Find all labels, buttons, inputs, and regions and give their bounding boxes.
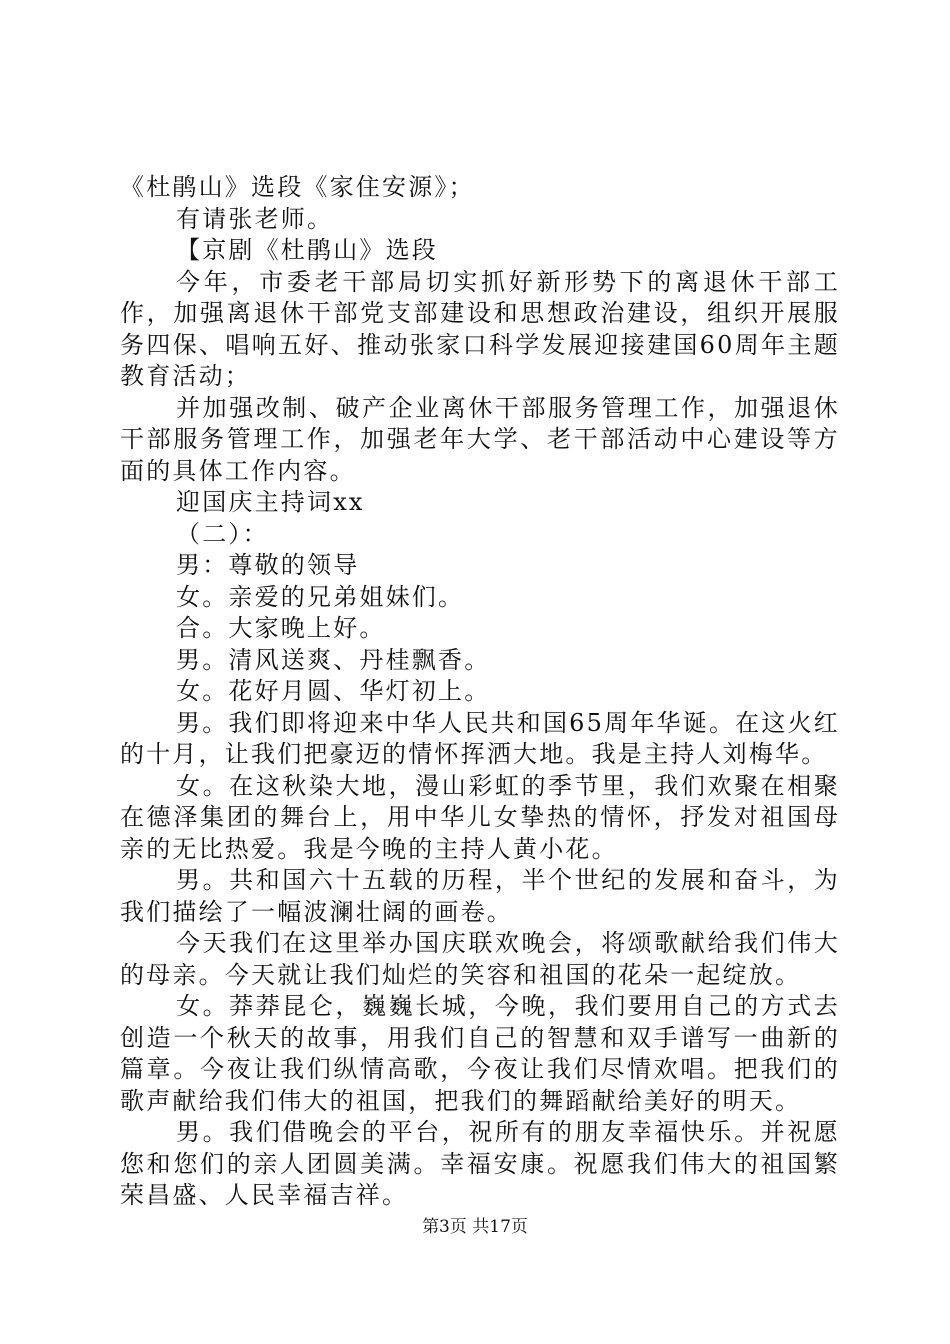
- page-footer: [0, 1212, 950, 1237]
- paragraph: 女。花好月圆、华灯初上。: [176, 677, 491, 705]
- paragraph: 今年，市委老干部局切实抓好新形势下的离退休干部工作，加强离退休干部党支部建设和思想政治建设，组织开展服务四保、唱响五好、推动张家口科学发展迎接建国60周年主题教育活动；: [120, 267, 840, 390]
- paragraph: 男。我们借晚会的平台，祝所有的朋友幸福快乐。并祝愿您和您们的亲人团圆美满。幸福安康。祝愿我们伟大的祖国繁荣昌盛、人民幸福吉祥。: [120, 1118, 840, 1209]
- paragraph: 男。共和国六十五载的历程，半个世纪的发展和奋斗，为我们描绘了一幅波澜壮阔的画卷。: [120, 866, 840, 926]
- paragraph: 有请张老师。: [176, 204, 334, 233]
- paragraph: 迎国庆主持词xx: [176, 488, 365, 516]
- paragraph: 《杜鹃山》选段《家住安源》；: [120, 173, 475, 201]
- paragraph: （二）：: [176, 519, 269, 548]
- page-number-label: 第3页 共17页: [422, 1217, 528, 1237]
- paragraph: 并加强改制、破产企业离休干部服务管理工作，加强退休干部服务管理工作，加强老年大学、老干部活动中心建设等方面的具体工作内容。: [120, 393, 840, 485]
- paragraph: 女。亲爱的兄弟姐妹们。: [176, 582, 465, 611]
- paragraph: 男：尊敬的领导: [176, 551, 360, 579]
- paragraph: 女。在这秋染大地，漫山彩虹的季节里，我们欢聚在相聚在德泽集团的舞台上，用中华儿女挚热的情怀，抒发对祖国母亲的无比热爱。我是今晚的主持人黄小花。: [120, 771, 840, 863]
- paragraph: 今天我们在这里举办国庆联欢晚会，将颂歌献给我们伟大的母亲。今天就让我们灿烂的笑容和祖国的花朵一起绽放。: [120, 929, 840, 989]
- paragraph: 女。莽莽昆仑，巍巍长城，今晚，我们要用自己的方式去创造一个秋天的故事，用我们自己的智慧和双手谱写一曲新的篇章。今夜让我们纵情高歌，今夜让我们尽情欢唱。把我们的歌声献给我们伟大的祖国，把我们的舞蹈献给美好的明天。: [120, 992, 840, 1115]
- paragraph: 合。大家晚上好。: [176, 614, 386, 642]
- paragraph: 【京剧《杜鹃山》选段: [176, 236, 438, 264]
- paragraph: 男。清风送爽、丹桂飘香。: [176, 645, 491, 674]
- document-body: [120, 172, 840, 1212]
- paragraph: 男。我们即将迎来中华人民共和国65周年华诞。在这火红的十月，让我们把豪迈的情怀挥洒大地。我是主持人刘梅华。: [120, 708, 840, 768]
